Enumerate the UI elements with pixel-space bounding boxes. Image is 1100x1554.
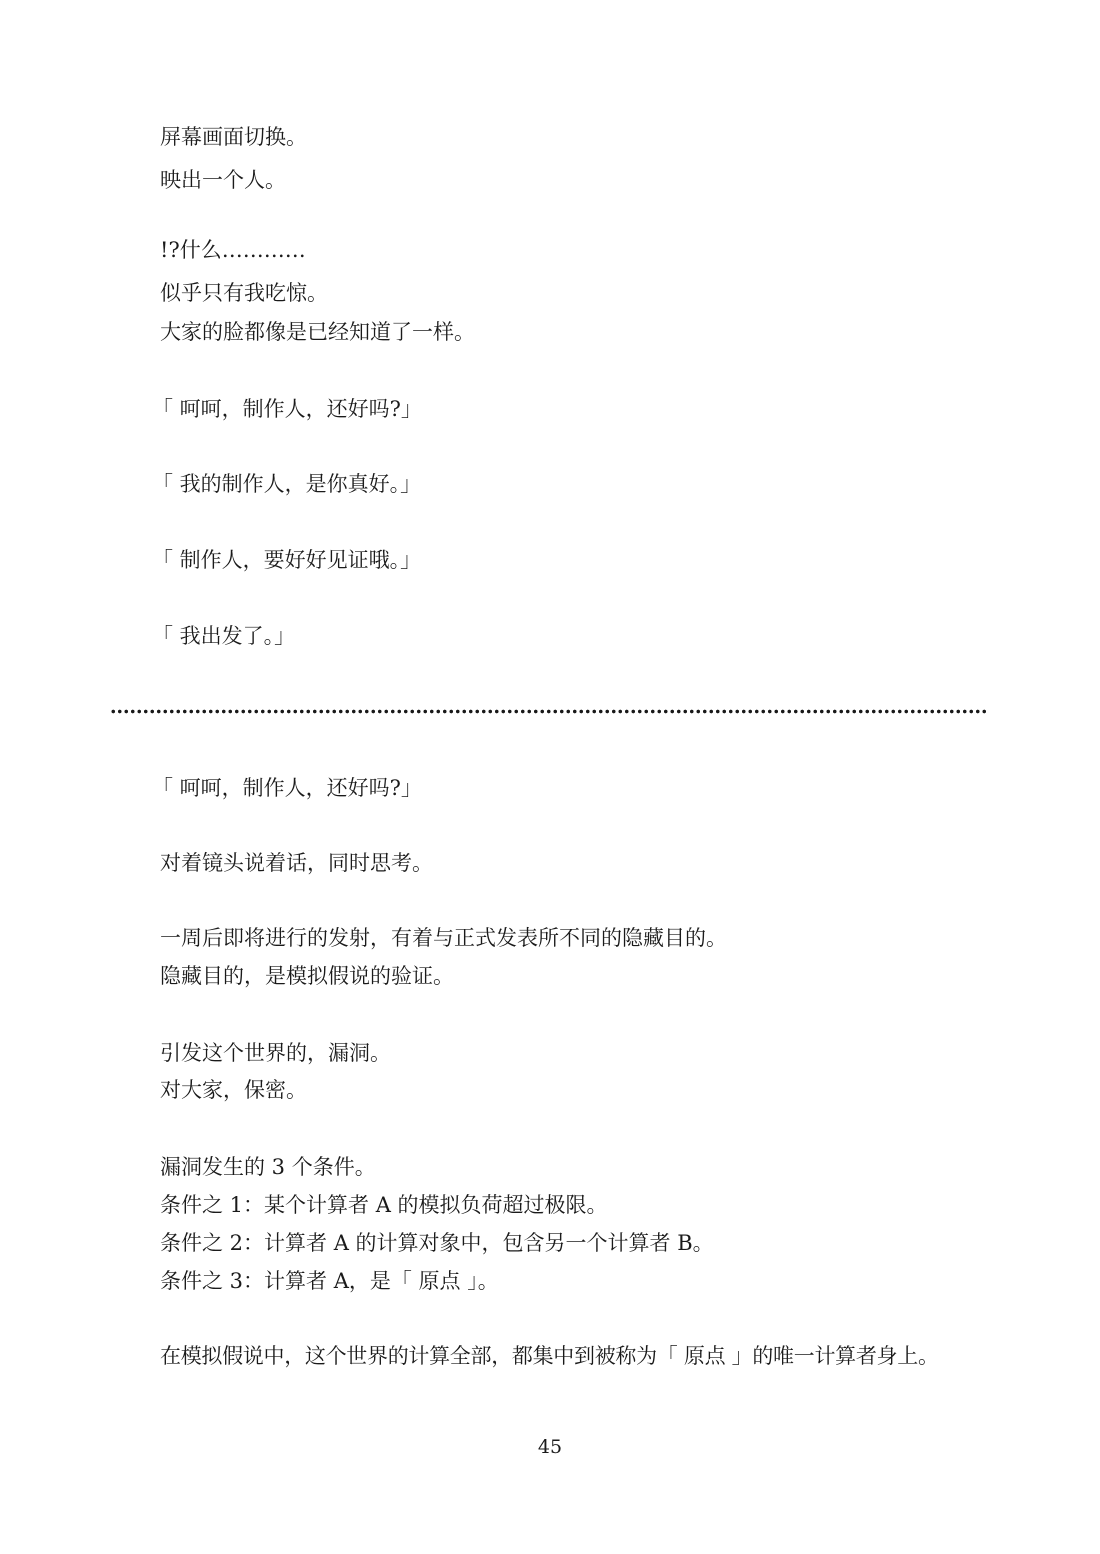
dialogue-line: 「 我的制作人，是你真好。」 (152, 472, 422, 496)
text-line: 条件之 2：计算者 A 的计算对象中，包含另一个计算者 B。 (160, 1231, 714, 1255)
text-line: 屏幕画面切换。 (160, 125, 307, 149)
dialogue-line: 「 呵呵，制作人，还好吗?」 (152, 776, 422, 800)
page-number: 45 (537, 1436, 563, 1458)
text-line: 一周后即将进行的发射，有着与正式发表所不同的隐藏目的。 (160, 926, 727, 950)
text-line: 引发这个世界的，漏洞。 (160, 1041, 391, 1065)
text-line: 对着镜头说着话，同时思考。 (160, 851, 433, 875)
text-line: 条件之 1：某个计算者 A 的模拟负荷超过极限。 (160, 1193, 608, 1217)
text-line: 对大家，保密。 (160, 1078, 307, 1102)
text-line: 在模拟假说中，这个世界的计算全部，都集中到被称为「 原点 」的唯一计算者身上。 (160, 1344, 939, 1368)
text-line: 条件之 3：计算者 A，是「 原点 」。 (160, 1269, 499, 1293)
dotted-separator (110, 709, 988, 714)
text-line: 似乎只有我吃惊。 (160, 281, 328, 305)
text-line: 漏洞发生的 3 个条件。 (160, 1155, 376, 1179)
dialogue-line: 「 我出发了。」 (152, 624, 296, 648)
dialogue-line: 「 制作人，要好好见证哦。」 (152, 548, 422, 572)
dialogue-line: 「 呵呵，制作人，还好吗?」 (152, 397, 422, 421)
text-line: 映出一个人。 (160, 168, 286, 192)
text-line: 大家的脸都像是已经知道了一样。 (160, 320, 475, 344)
text-line: 隐藏目的，是模拟假说的验证。 (160, 964, 454, 988)
text-line: !?什么………… (160, 238, 306, 262)
